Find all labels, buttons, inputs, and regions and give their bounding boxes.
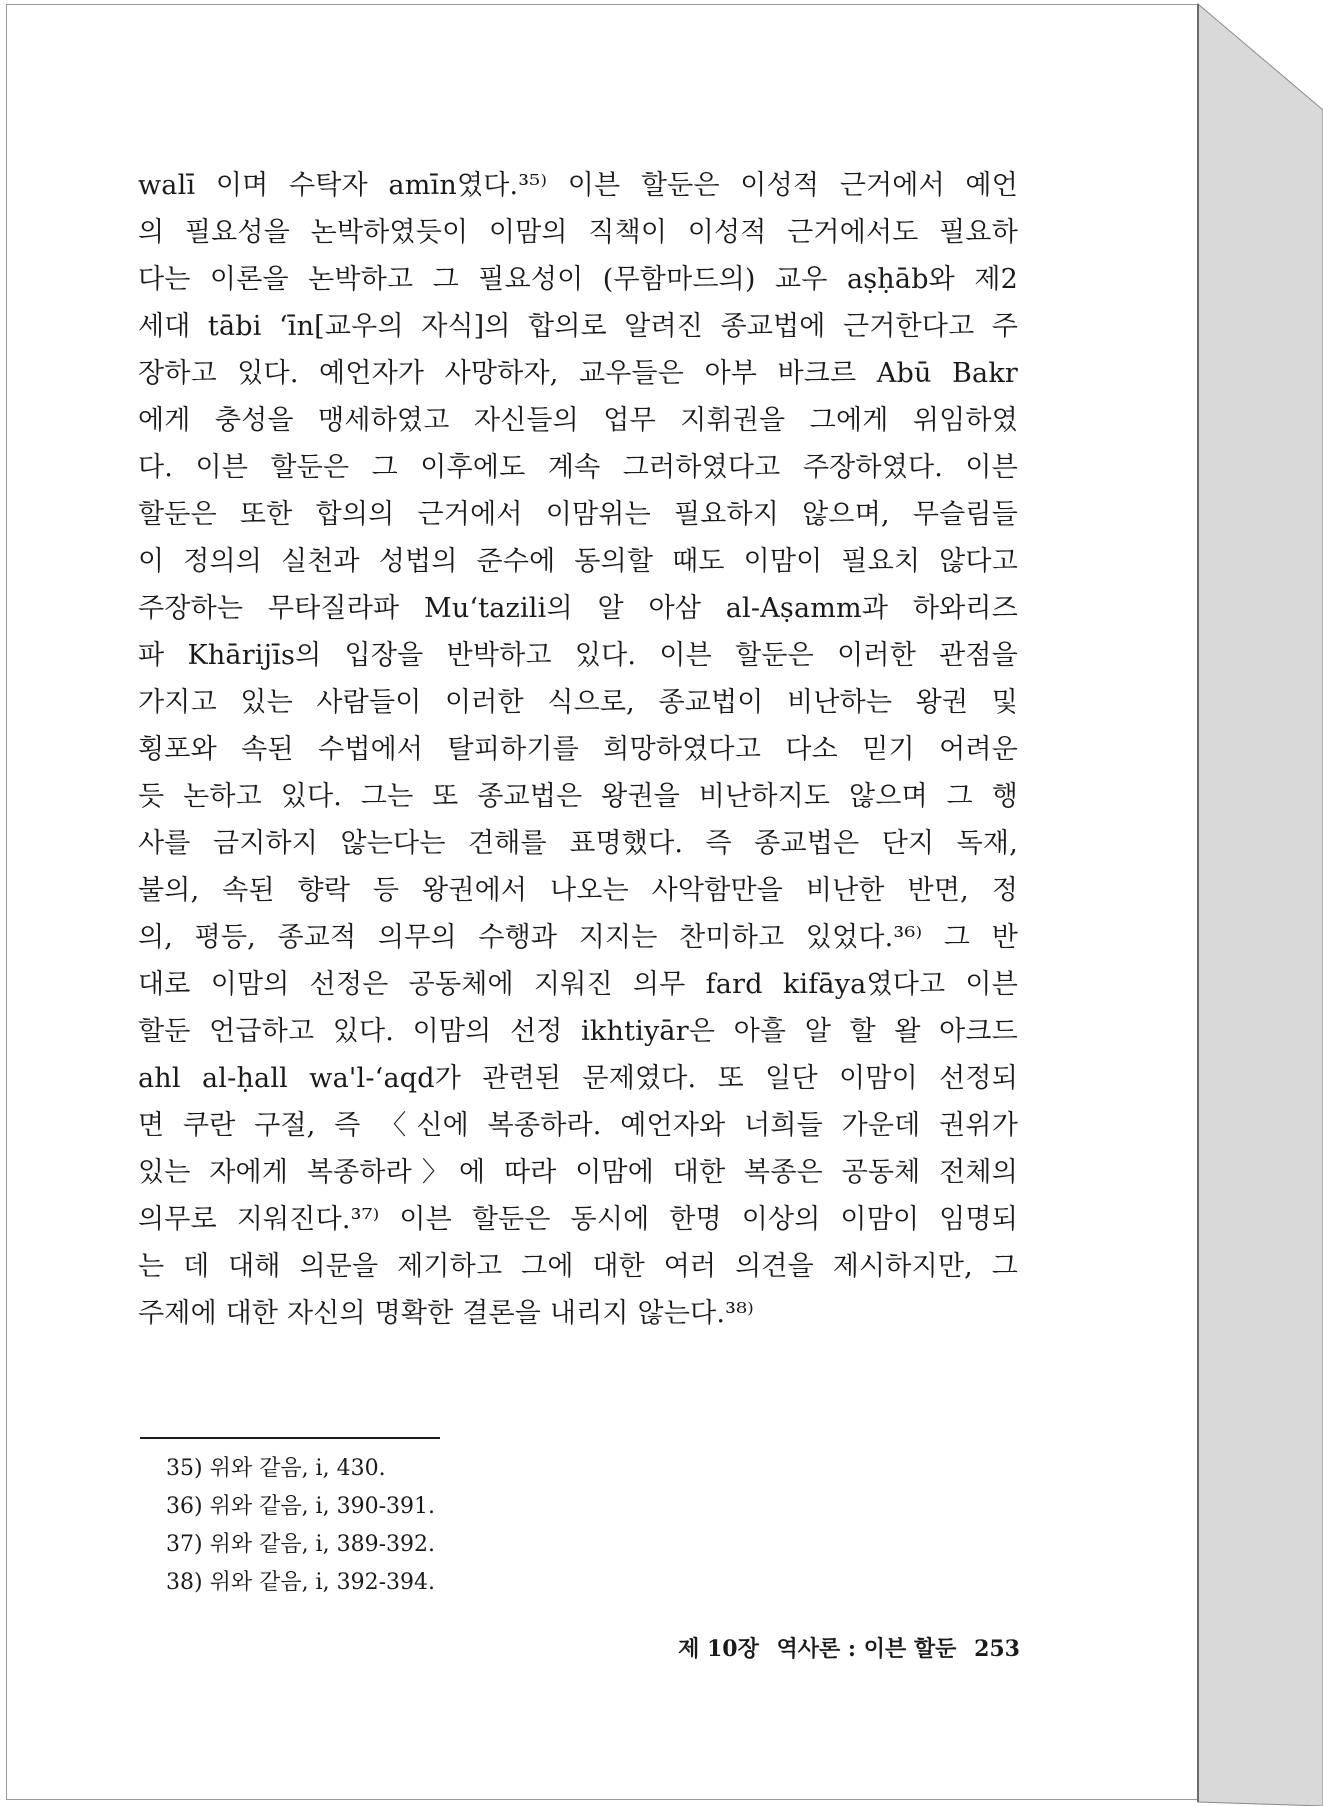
body-line: 세대 tābi ʻīn[교우의 자식]의 합의로 알려진 종교법에 근거한다고 주 [138, 311, 1018, 342]
body-line: 의 필요성을 논박하였듯이 이맘의 직책이 이성적 근거에서도 필요하 [138, 217, 1018, 248]
body-line: 장하고 있다. 예언자가 사망하자, 교우들은 아부 바크르 Abū Bakr [138, 358, 1018, 389]
body-line: 주장하는 무타질라파 Muʻtazili의 알 아삼 al-Aṣamm과 하와리즈 [138, 593, 1018, 624]
body-line: 듯 논하고 있다. 그는 또 종교법은 왕권을 비난하지도 않으며 그 행 [138, 781, 1018, 812]
body-line: 대로 이맘의 선정은 공동체에 지워진 의무 fard kifāya였다고 이븐 [138, 969, 1018, 1000]
body-line: 다. 이븐 할둔은 그 이후에도 계속 그러하였다고 주장하였다. 이븐 [138, 452, 1018, 483]
body-line: 할둔 언급하고 있다. 이맘의 선정 ikhtiyār은 아흘 알 할 왈 아크드 [138, 1016, 1018, 1047]
body-line: ahl al-ḥall wa'l-ʻaqd가 관련된 문제였다. 또 일단 이맘이 선정되 [138, 1063, 1018, 1094]
body-line: 사를 금지하지 않는다는 견해를 표명했다. 즉 종교법은 단지 독재, [138, 828, 1018, 859]
body-line: 불의, 속된 향락 등 왕권에서 나오는 사악함만을 비난한 반면, 정 [138, 875, 1018, 906]
body-line: 에게 충성을 맹세하였고 자신들의 업무 지휘권을 그에게 위임하였 [138, 405, 1018, 436]
footnote: 36) 위와 같음, i, 390-391. [166, 1494, 435, 1519]
body-line: 주제에 대한 자신의 명확한 결론을 내리지 않는다.³⁸⁾ [138, 1298, 754, 1329]
body-line: 파 Khārijīs의 입장을 반박하고 있다. 이븐 할둔은 이러한 관점을 [138, 640, 1018, 671]
running-footer [620, 1634, 1020, 1664]
body-line: 다는 이론을 논박하고 그 필요성이 (무함마드의) 교우 aṣḥāb와 제2 [138, 264, 1018, 295]
body-line: 할둔은 또한 합의의 근거에서 이맘위는 필요하지 않으며, 무슬림들 [138, 499, 1018, 530]
chapter-title: 역사론 : 이븐 할둔 [776, 1636, 957, 1662]
footnote: 38) 위와 같음, i, 392-394. [166, 1570, 435, 1595]
body-line: walī 이며 수탁자 amīn였다.³⁵⁾ 이븐 할둔은 이성적 근거에서 예언 [138, 170, 1018, 201]
body-line: 는 데 대해 의문을 제기하고 그에 대한 여러 의견을 제시하지만, 그 [138, 1251, 1018, 1282]
body-line: 의무로 지워진다.³⁷⁾ 이븐 할둔은 동시에 한명 이상의 이맘이 임명되 [138, 1204, 1018, 1235]
footnote-divider [140, 1437, 440, 1439]
body-text [138, 162, 1018, 1337]
footnotes [166, 1450, 766, 1602]
body-line: 이 정의의 실천과 성법의 준수에 동의할 때도 이맘이 필요치 않다고 [138, 546, 1018, 577]
body-line: 횡포와 속된 수법에서 탈피하기를 희망하였다고 다소 믿기 어려운 [138, 734, 1018, 765]
footnote: 35) 위와 같음, i, 430. [166, 1456, 386, 1481]
body-line: 면 쿠란 구절, 즉 〈신에 복종하라. 예언자와 너희들 가운데 권위가 [138, 1110, 1018, 1141]
footnote: 37) 위와 같음, i, 389-392. [166, 1532, 435, 1557]
body-line: 의, 평등, 종교적 의무의 수행과 지지는 찬미하고 있었다.³⁶⁾ 그 반 [138, 922, 1018, 953]
chapter-label: 제 10장 [678, 1636, 759, 1662]
page-number: 253 [974, 1636, 1020, 1662]
body-line: 가지고 있는 사람들이 이러한 식으로, 종교법이 비난하는 왕권 및 [138, 687, 1018, 718]
body-line: 있는 자에게 복종하라〉에 따라 이맘에 대한 복종은 공동체 전체의 [138, 1157, 1018, 1188]
